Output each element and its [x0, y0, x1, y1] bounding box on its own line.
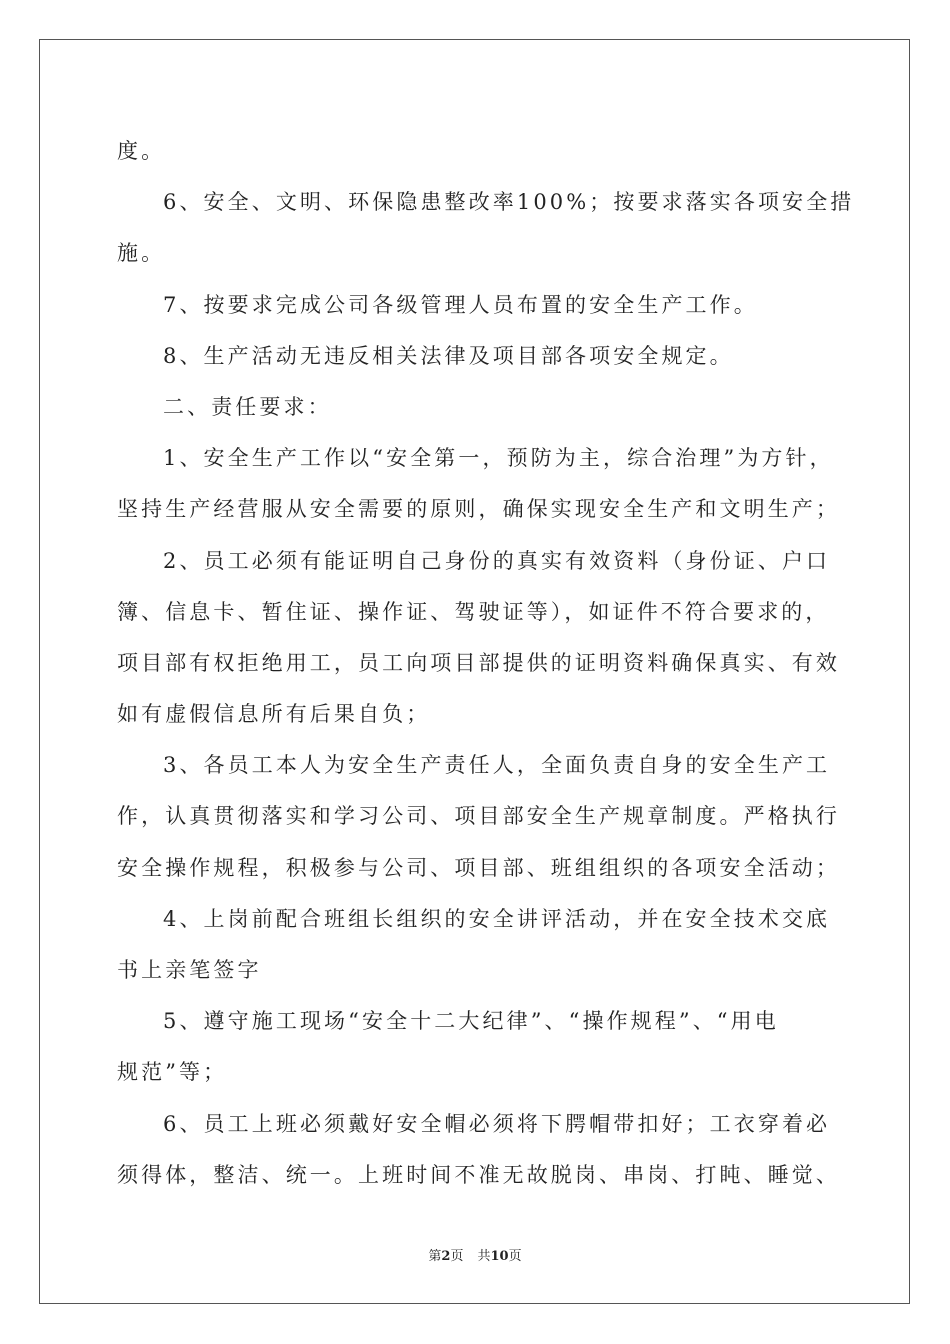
text-line: 6、安全、文明、环保隐患整改率100%；按要求落实各项安全措	[163, 190, 855, 215]
text-line: 书上亲笔签字	[117, 958, 262, 982]
text-line: 1、安全生产工作以“安全第一，预防为主，综合治理”为方针，	[163, 446, 834, 471]
text-line: 规范”等；	[117, 1060, 228, 1085]
section-heading: 二、责任要求：	[163, 394, 332, 419]
text-line: 作，认真贯彻落实和学习公司、项目部安全生产规章制度。严格执行	[117, 804, 840, 829]
text-line: 须得体，整洁、统一。上班时间不准无故脱岗、串岗、打盹、睡觉、	[117, 1162, 840, 1187]
text-line: 施。	[117, 241, 166, 266]
text-line: 簿、信息卡、暂住证、操作证、驾驶证等），如证件不符合要求的，	[117, 599, 830, 624]
total-pages: 10	[490, 1249, 509, 1264]
text-line: 如有虚假信息所有后果自负；	[117, 702, 431, 727]
text-line: 3、各员工本人为安全生产责任人，全面负责自身的安全生产工	[163, 753, 831, 778]
total-suffix: 页	[508, 1249, 522, 1264]
text-line: 8、生产活动无违反相关法律及项目部各项安全规定。	[163, 343, 734, 368]
text-line: 4、上岗前配合班组长组织的安全讲评活动，并在安全技术交底	[163, 906, 831, 931]
text-line: 5、遵守施工现场“安全十二大纪律”、“操作规程”、“用电	[163, 1009, 779, 1034]
page-prefix: 第	[428, 1249, 442, 1264]
text-line: 7、按要求完成公司各级管理人员布置的安全生产工作。	[163, 292, 758, 317]
text-line: 2、员工必须有能证明自己身份的真实有效资料（身份证、户口	[163, 548, 831, 573]
text-line: 6、员工上班必须戴好安全帽必须将下腭帽带扣好；工衣穿着必	[163, 1111, 831, 1136]
page-footer	[0, 1248, 950, 1266]
total-prefix: 共	[477, 1249, 491, 1264]
page-number: 2	[441, 1249, 451, 1264]
text-line: 度。	[117, 139, 166, 163]
page-suffix: 页	[450, 1249, 464, 1264]
document-body	[117, 126, 855, 1201]
text-line: 坚持生产经营服从安全需要的原则，确保实现安全生产和文明生产；	[117, 497, 840, 522]
text-line: 安全操作规程，积极参与公司、项目部、班组组织的各项安全活动；	[117, 855, 840, 880]
text-line: 项目部有权拒绝用工，员工向项目部提供的证明资料确保真实、有效	[117, 650, 840, 675]
